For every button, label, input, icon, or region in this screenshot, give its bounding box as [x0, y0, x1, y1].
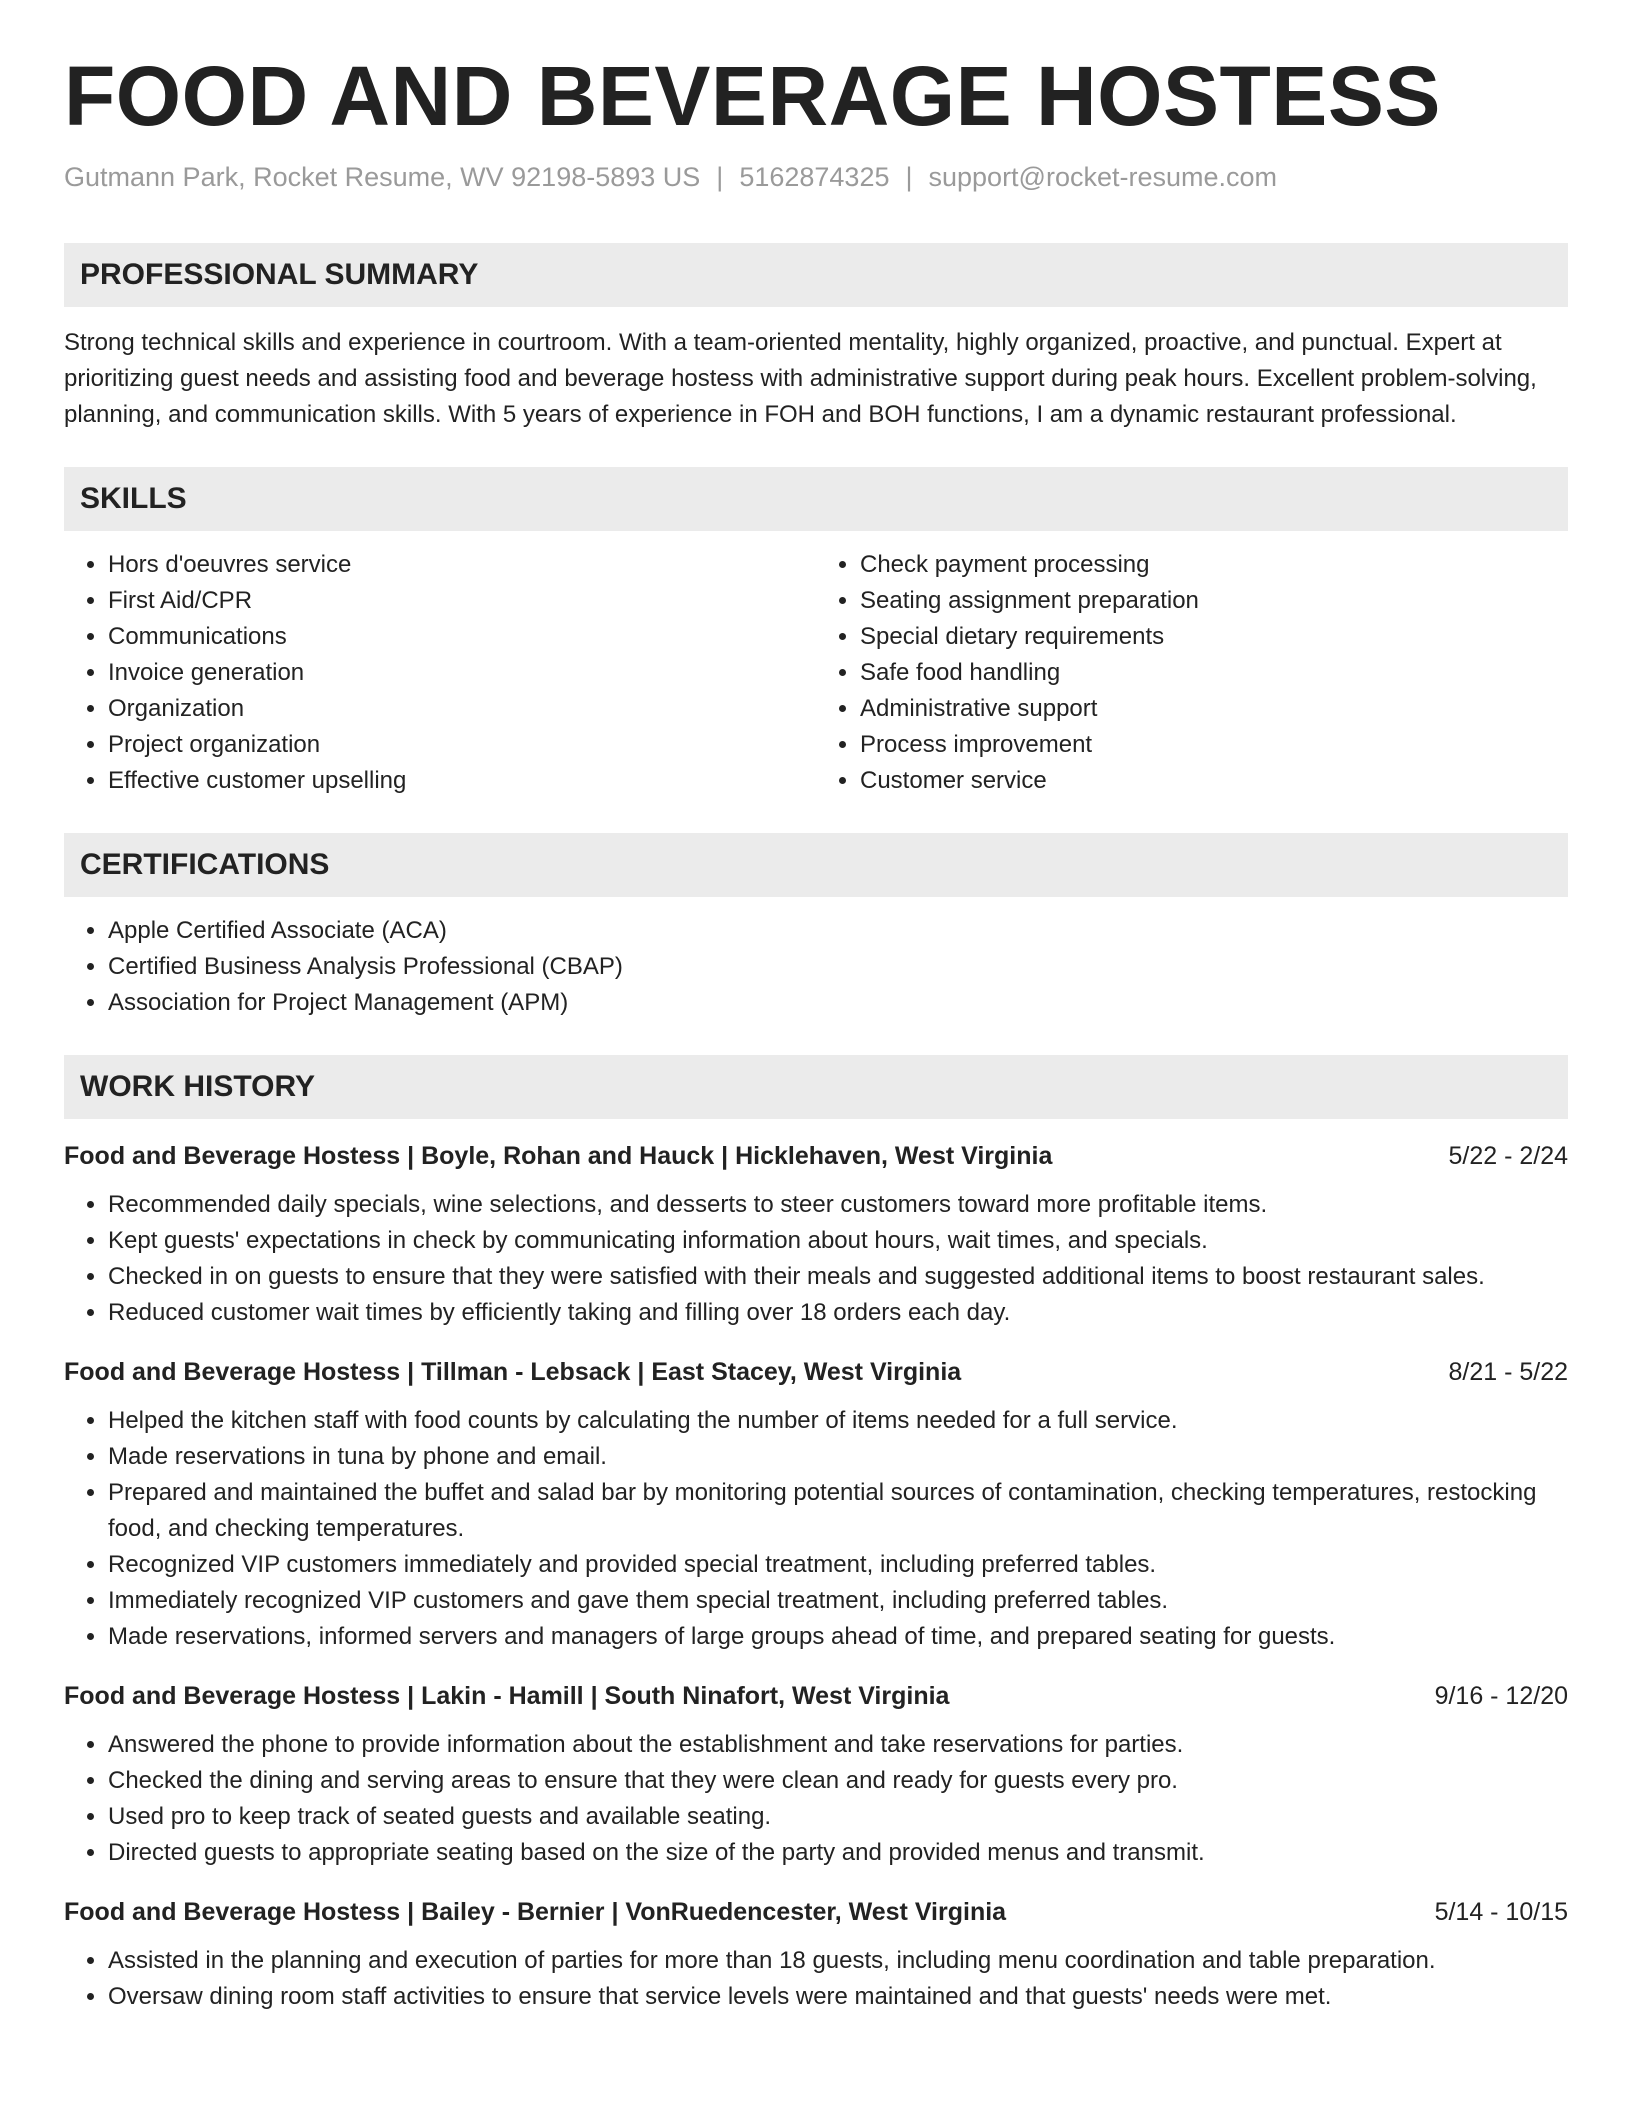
job-bullets — [64, 1187, 1568, 1331]
summary-heading: PROFESSIONAL SUMMARY — [64, 243, 1568, 307]
work-history-heading: WORK HISTORY — [64, 1055, 1568, 1119]
job-bullet: • Made reservations in tuna by phone and email. — [108, 1439, 1568, 1475]
work-history-list — [64, 1139, 1568, 2015]
certification-item: • Association for Project Management (APM) — [108, 985, 1568, 1021]
skill-item: • Project organization — [108, 727, 816, 763]
contact-separator: | — [905, 162, 913, 193]
job-header — [64, 1679, 1568, 1713]
contact-address: Gutmann Park, Rocket Resume, WV 92198-5893 US — [64, 162, 701, 193]
job-bullet: • Answered the phone to provide information about the establishment and take reservations for parties. — [108, 1727, 1568, 1763]
skill-item: • Customer service — [860, 763, 1568, 799]
skills-column-right — [816, 547, 1568, 799]
skill-item: • Administrative support — [860, 691, 1568, 727]
job-header — [64, 1355, 1568, 1389]
job-bullet: • Checked the dining and serving areas to ensure that they were clean and ready for guests every pro. — [108, 1763, 1568, 1799]
skill-item: • Seating assignment preparation — [860, 583, 1568, 619]
job-bullets — [64, 1403, 1568, 1655]
job-title: Food and Beverage Hostess | Lakin - Hamill | South Ninafort, West Virginia — [64, 1682, 950, 1711]
job-bullet: • Recognized VIP customers immediately and provided special treatment, including preferred tables. — [108, 1547, 1568, 1583]
contact-email[interactable]: support@rocket-resume.com — [928, 162, 1278, 193]
job-entry — [64, 1895, 1568, 2015]
job-bullet: • Checked in on guests to ensure that they were satisfied with their meals and suggested additional items to boost restaurant sales. — [108, 1259, 1568, 1295]
job-bullet: • Directed guests to appropriate seating based on the size of the party and provided menus and transmit. — [108, 1835, 1568, 1871]
certifications-list — [64, 913, 1568, 1021]
skill-item: • Special dietary requirements — [860, 619, 1568, 655]
job-title: Food and Beverage Hostess | Bailey - Bernier | VonRuedencester, West Virginia — [64, 1898, 1007, 1927]
job-entry — [64, 1139, 1568, 1331]
skill-item: • Organization — [108, 691, 816, 727]
job-bullet: • Recommended daily specials, wine selections, and desserts to steer customers toward more profitable items. — [108, 1187, 1568, 1223]
job-title: Food and Beverage Hostess | Tillman - Lebsack | East Stacey, West Virginia — [64, 1358, 962, 1387]
certifications-heading: CERTIFICATIONS — [64, 833, 1568, 897]
resume-name: FOOD AND BEVERAGE HOSTESS — [64, 49, 1441, 143]
job-dates: 8/21 - 5/22 — [1448, 1358, 1568, 1387]
job-bullet: • Used pro to keep track of seated guests and available seating. — [108, 1799, 1568, 1835]
skills-heading: SKILLS — [64, 467, 1568, 531]
contact-separator: | — [716, 162, 724, 193]
job-dates: 5/14 - 10/15 — [1434, 1898, 1568, 1927]
skill-item: • Hors d'oeuvres service — [108, 547, 816, 583]
job-header — [64, 1895, 1568, 1929]
job-bullets — [64, 1727, 1568, 1871]
job-title: Food and Beverage Hostess | Boyle, Rohan and Hauck | Hicklehaven, West Virginia — [64, 1142, 1053, 1171]
job-bullet: • Made reservations, informed servers and managers of large groups ahead of time, and prepared seating for guests. — [108, 1619, 1568, 1655]
skills-column-left — [64, 547, 816, 799]
job-bullet: • Oversaw dining room staff activities to ensure that service levels were maintained and that guests' needs were met. — [108, 1979, 1568, 2015]
job-bullet: • Prepared and maintained the buffet and salad bar by monitoring potential sources of contamination, checking temperatures, restocking food, and checking temperatures. — [108, 1475, 1568, 1547]
job-bullet: • Reduced customer wait times by efficiently taking and filling over 18 orders each day. — [108, 1295, 1568, 1331]
certification-item: • Apple Certified Associate (ACA) — [108, 913, 1568, 949]
skill-item: • First Aid/CPR — [108, 583, 816, 619]
skill-item: • Check payment processing — [860, 547, 1568, 583]
skill-item: • Effective customer upselling — [108, 763, 816, 799]
job-entry — [64, 1355, 1568, 1655]
skills-list — [64, 547, 1568, 799]
job-bullet: • Kept guests' expectations in check by communicating information about hours, wait times, and specials. — [108, 1223, 1568, 1259]
skill-item: • Process improvement — [860, 727, 1568, 763]
job-entry — [64, 1679, 1568, 1871]
job-bullet: • Immediately recognized VIP customers and gave them special treatment, including preferred tables. — [108, 1583, 1568, 1619]
contact-phone: 5162874325 — [739, 162, 890, 193]
job-dates: 9/16 - 12/20 — [1434, 1682, 1568, 1711]
skill-item: • Invoice generation — [108, 655, 816, 691]
skill-item: • Safe food handling — [860, 655, 1568, 691]
job-bullet: • Assisted in the planning and execution of parties for more than 18 guests, including menu coordination and table preparation. — [108, 1943, 1568, 1979]
contact-line — [64, 162, 1568, 193]
certification-item: • Certified Business Analysis Professional (CBAP) — [108, 949, 1568, 985]
job-dates: 5/22 - 2/24 — [1448, 1142, 1568, 1171]
skill-item: • Communications — [108, 619, 816, 655]
job-header — [64, 1139, 1568, 1173]
summary-text: Strong technical skills and experience in courtroom. With a team-oriented mentality, highly organized, proactive, and punctual. Expert at prioritizing guest needs and assisting food and beverage hostess with administrative support during peak hours. Excellent problem-solving, planning, and communication skills. With 5 years of experience in FOH and BOH functions, I am a dynamic restaurant professional. — [64, 329, 1537, 429]
job-bullet: • Helped the kitchen staff with food counts by calculating the number of items needed for a full service. — [108, 1403, 1568, 1439]
job-bullets — [64, 1943, 1568, 2015]
